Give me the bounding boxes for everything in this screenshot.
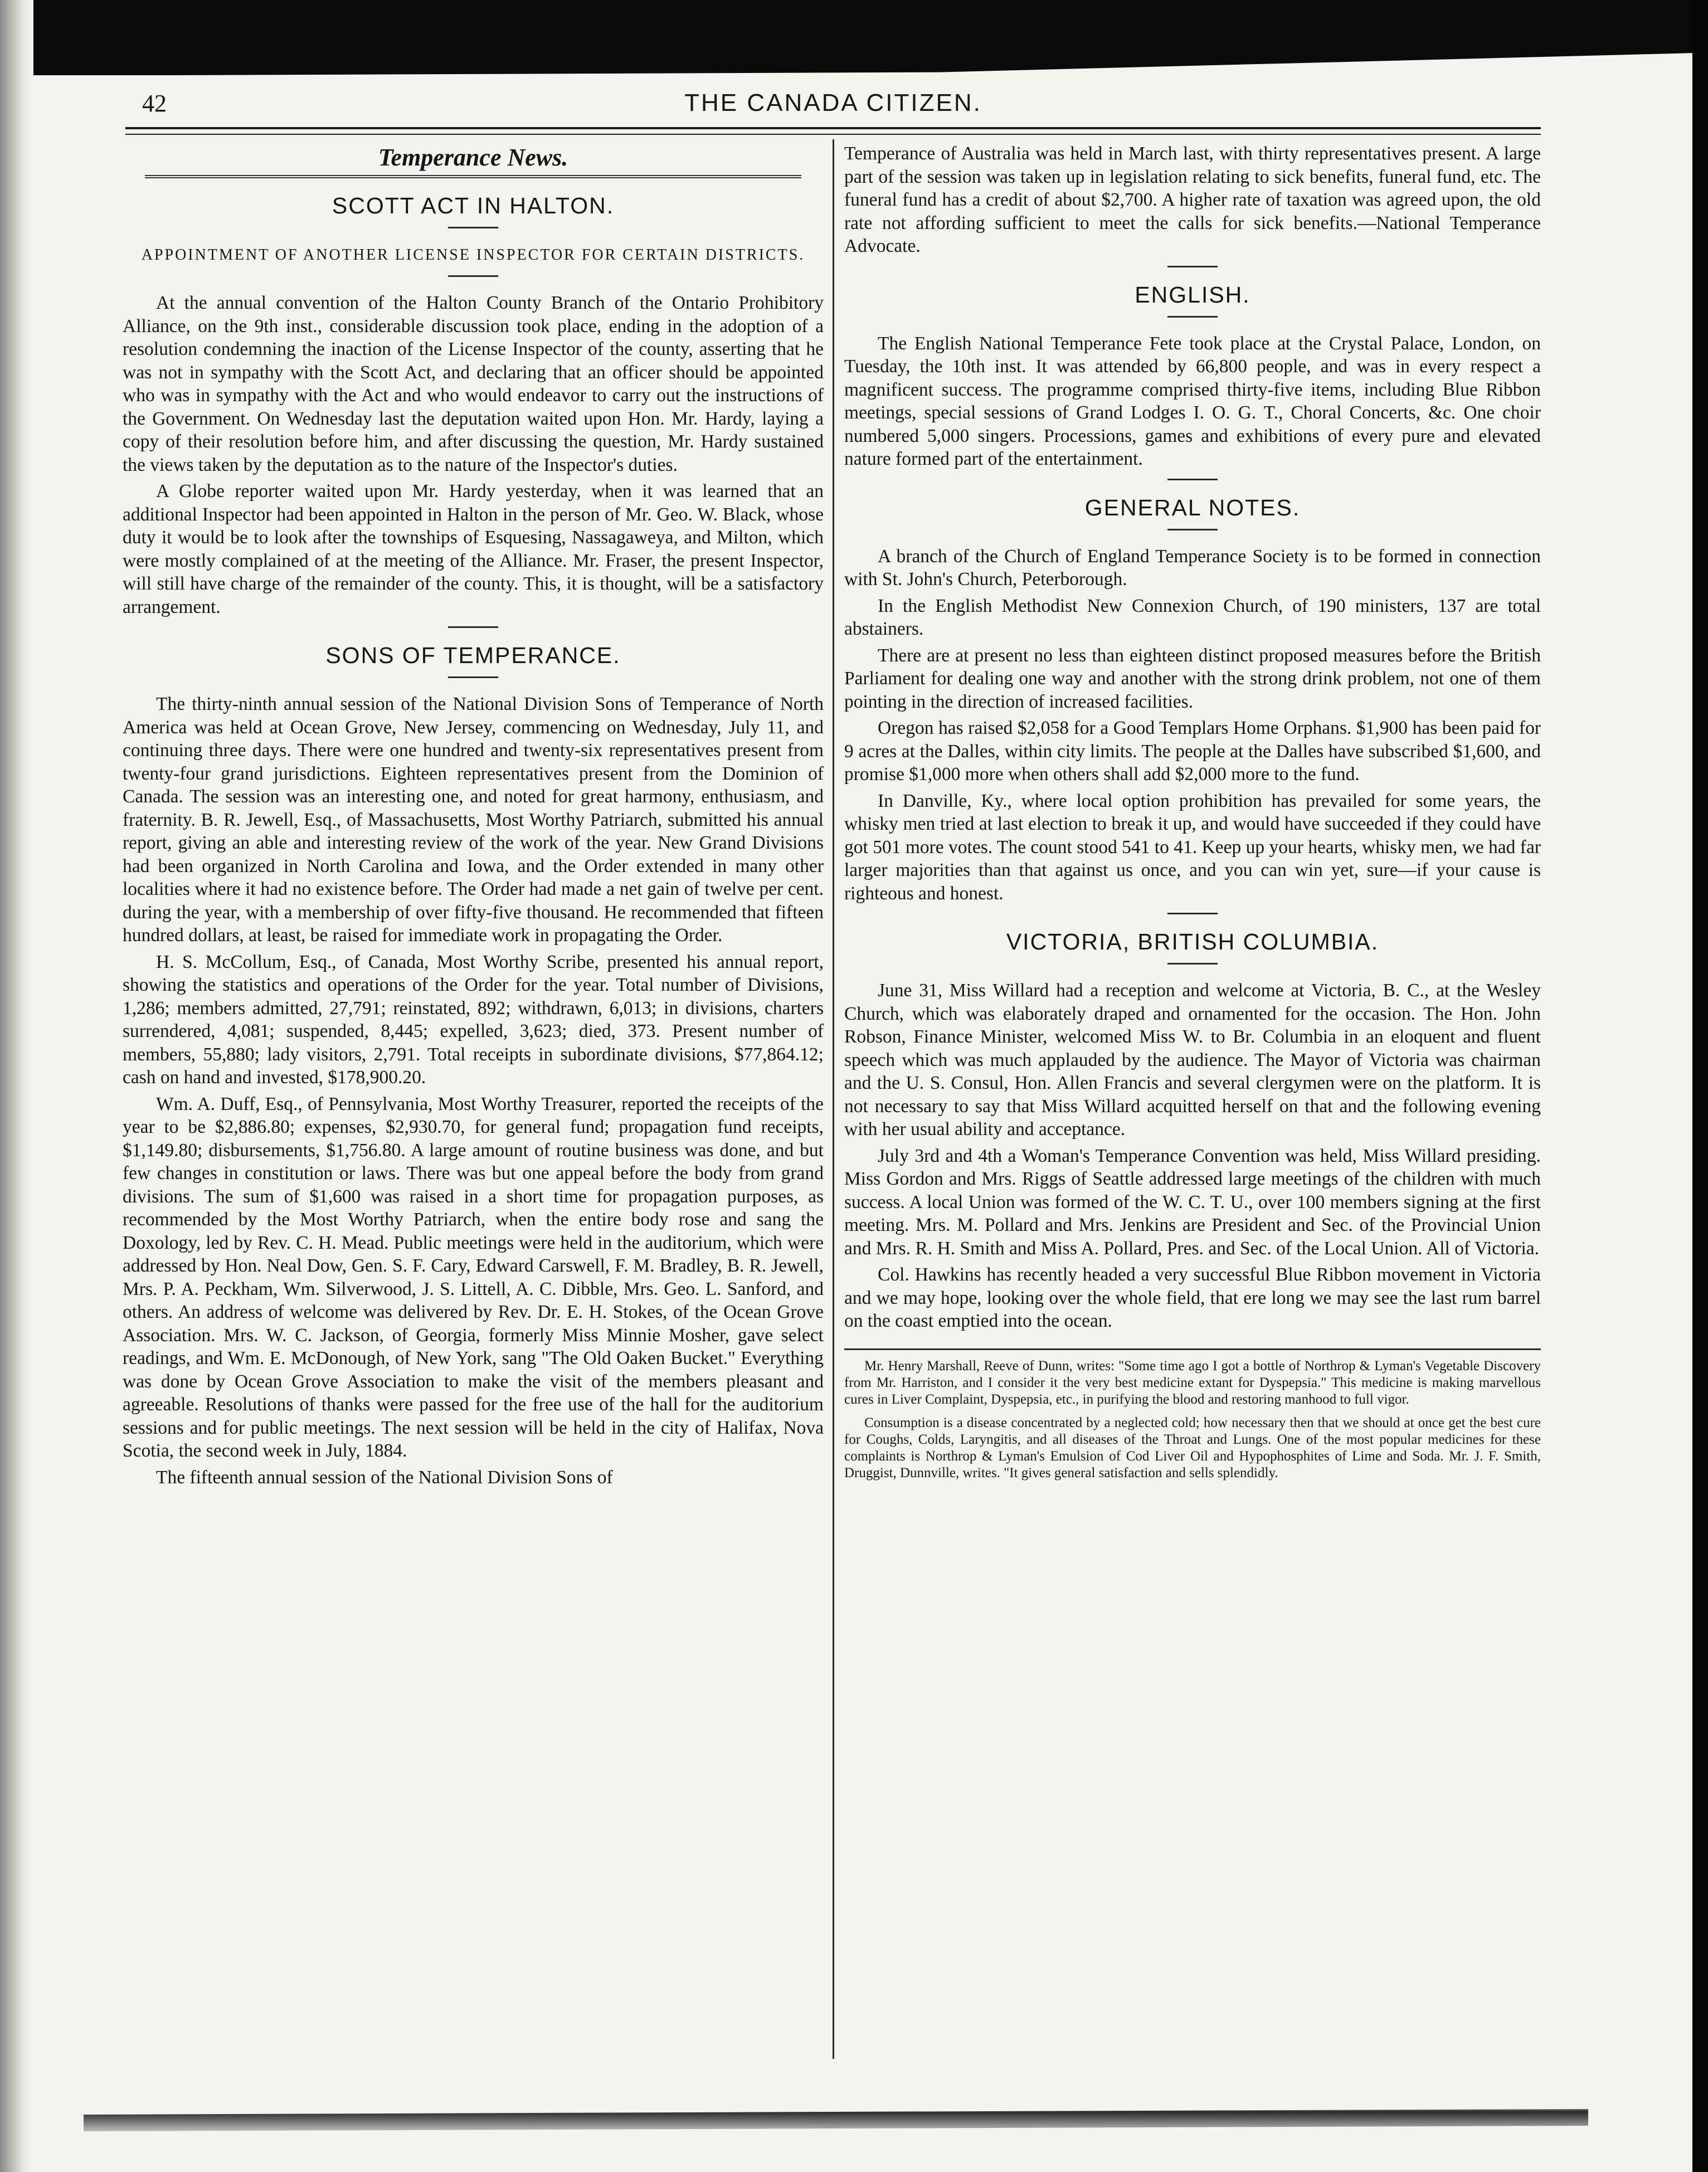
article-subheading: APPOINTMENT OF ANOTHER LICENSE INSPECTOR FOR CERTAIN DISTRICTS.: [141, 246, 805, 264]
running-title: THE CANADA CITIZEN.: [684, 89, 982, 116]
paragraph: A Globe reporter waited upon Mr. Hardy yesterday, when it was learned that an additional Inspector had been appointed in Halton in the person of Mr. Geo. W. Black, whose duty it would be to look after the townships of Esquesing, Nassagaweya, and Milton, which were mostly complained of at the meeting of the Alliance. Mr. Fraser, the present Inspector, will still have charge of the remainder of the county. This, it is thought, will be a satisfactory arrangement.: [123, 481, 824, 617]
paragraph: In Danville, Ky., where local option prohibition has prevailed for some years, the whisky men tried at last election to break it up, and would have succeeded if they could have got 501 more votes. The count stood 541 to 41. Keep up your hearts, whisky men, we had far larger majorities than that against us once, and you can win yet, sure—if your cause is righteous and honest.: [844, 790, 1541, 904]
dash-rule: [1167, 479, 1218, 480]
paragraph: The fifteenth annual session of the National Division Sons of: [156, 1467, 613, 1488]
article-heading-scott-act: SCOTT ACT IN HALTON.: [332, 193, 615, 218]
paragraph: A branch of the Church of England Temperance Society is to be formed in connection with St. John's Church, Peterborough.: [844, 546, 1541, 590]
paragraph: There are at present no less than eighteen distinct proposed measures before the British Parliament for dealing one way and another with the strong drink problem, not one of them pointing in the direction of increased facilities.: [844, 645, 1541, 712]
paragraph: In the English Methodist New Connexion Church, of 190 ministers, 137 are total abstainers.: [844, 595, 1541, 639]
scan-top-border: [0, 0, 1708, 75]
paragraph: Oregon has raised $2,058 for a Good Templars Home Orphans. $1,900 has been paid for 9 acres at the Dalles, within city limits. The people at the Dalles have subscribed $1,600, and promise $1,000 more when others shall add $2,000 more to the fund.: [844, 718, 1541, 785]
paragraph: Wm. A. Duff, Esq., of Pennsylvania, Most Worthy Treasurer, reported the receipts of the year to be $2,886.80; expenses, $2,930.70, for general fund; propagation fund receipts, $1,149.80; disbursements, $1,756.80. A large amount of routine business was done, and but few changes in constitution or laws. There was but one appeal before the body from grand divisions. The sum of $1,600 was raised in a short time for propagation purposes, as recommended by the Most Worthy Patriarch, when the entire body rose and sang the Doxology, led by Rev. C. H. Mead. Public meetings were held in the auditorium, which were addressed by Hon. Neal Dow, Gen. S. F. Cary, Edward Carswell, F. M. Bradley, B. R. Jewell, Mrs. P. A. Peckham, Wm. Silverwood, J. S. Littell, A. C. Dibble, Mrs. Geo. L. Sanford, and others. An address of welcome was delivered by Rev. Dr. E. H. Stokes, of the Ocean Grove Association. Mrs. W. C. Jackson, of Georgia, formerly Miss Minnie Mosher, gave select readings, and Wm. E. McDonough, of New York, sang "The Old Oaken Bucket." Everything was done by Ocean Grove Association to make the visit of the members pleasant and agreeable. Resolutions of thanks were passed for the free use of the hall for the auditorium sessions and for public meetings. The next session will be held in the city of Halifax, Nova Scotia, the second week in July, 1884.: [123, 1093, 824, 1461]
dash-rule: [448, 227, 498, 228]
page-header: [125, 89, 1541, 128]
paragraph: At the annual convention of the Halton County Branch of the Ontario Prohibitory Alliance, on the 9th inst., considerable discussion took place, ending in the adoption of a resolution condemning the inaction of the License Inspector of the county, asserting that he was not in sympathy with the Scott Act, and declaring that an officer should be appointed who was in sympathy with the Act and who would endeavor to carry out the instructions of the Government. On Wednesday last the deputation waited upon Hon. Mr. Hardy, laying a copy of their resolution before him, and after discussing the question, Mr. Hardy sustained the views taken by the deputation as to the nature of the Inspector's duties.: [123, 293, 824, 475]
page-number: 42: [142, 90, 167, 117]
dash-rule: [1167, 963, 1218, 965]
advert-paragraph: Consumption is a disease concentrated by a neglected cold; how necessary then that we should at once get the best cure for Coughs, Colds, Laryngitis, and all diseases of the Throat and Lungs. One of the most popular medicines for these complaints is Northrop & Lyman's Emulsion of Cod Liver Oil and Hypophosphites of Lime and Soda. Mr. J. F. Smith, Druggist, Dunnville, writes. "It gives general satisfaction and sells splendidly.: [844, 1415, 1541, 1481]
dash-rule: [448, 676, 498, 678]
scan-left-edge: [0, 0, 33, 2172]
scan-right-edge: [1692, 0, 1708, 2172]
paragraph: June 31, Miss Willard had a reception and welcome at Victoria, B. C., at the Wesley Church, which was elaborately draped and ornamented for the occasion. The Hon. John Robson, Finance Minister, welcomed Miss W. to Br. Columbia in an eloquent and fluent speech which was much applauded by the audience. The Mayor of Victoria was chairman and the U. S. Consul, Hon. Allen Francis and several clergymen were on the platform. It is not necessary to say that Miss Willard acquitted herself on that and the following evening with her usual ability and acceptance.: [844, 980, 1541, 1139]
paragraph-continued: Temperance of Australia was held in March last, with thirty representatives present. A large part of the session was taken up in legislation relating to sick benefits, funeral fund, etc. The funeral fund has a credit of about $2,700. A higher rate of taxation was agreed upon, the old rate not affording sufficient to meet the calls for sick benefits.—National Temperance Advocate.: [844, 143, 1541, 256]
section-title: Temperance News.: [378, 144, 568, 171]
header-rule: [125, 127, 1541, 129]
paragraph: July 3rd and 4th a Woman's Temperance Convention was held, Miss Willard presiding. Miss Gordon and Mrs. Riggs of Seattle addressed large meetings of the children with much success. A local Union was formed of the W. C. T. U., over 100 members signing at the first meeting. Mrs. M. Pollard and Mrs. Jenkins are President and Sec. of the Provincial Union and Mrs. R. H. Smith and Miss A. Pollard, Pres. and Sec. of the Local Union. All of Victoria.: [844, 1145, 1541, 1259]
dash-rule: [1167, 316, 1218, 318]
article-heading-general-notes: GENERAL NOTES.: [1084, 494, 1301, 520]
paragraph: The thirty-ninth annual session of the National Division Sons of Temperance of North America was held at Ocean Grove, New Jersey, commencing on Wednesday, July 11, and continuing three days. There were one hundred and twenty-six representatives present from twenty-four grand jurisdictions. Eighteen representatives present from the Dominion of Canada. The session was an interesting one, and noted for great harmony, enthusiasm, and fraternity. B. R. Jewell, Esq., of Massachusetts, Most Worthy Patriarch, submitted his annual report, giving an able and interesting review of the work of the year. New Grand Divisions had been organized in North Carolina and Iowa, and the Order extended in many other localities where it had no existence before. The Order had made a net gain of twelve per cent. during the year, with a membership of over fifty-five thousand. He recommended that fifteen hundred dollars, at least, be raised for immediate work in propagating the Order.: [123, 694, 824, 946]
advert-paragraph: Mr. Henry Marshall, Reeve of Dunn, writes: "Some time ago I got a bottle of Northrop & Lyman's Vegetable Discovery from Mr. Harriston, and I consider it the very best medicine extant for Dyspepsia." This medicine is making marvellous cures in Liver Complaint, Dyspepsia, etc., in purifying the blood and restoring manhood to full vigor.: [844, 1358, 1541, 1407]
advertisements: [844, 1358, 1541, 1482]
paragraph: Col. Hawkins has recently headed a very successful Blue Ribbon movement in Victoria and we may hope, looking over the whole field, that ere long we may see the last rum barrel on the coast emptied into the ocean.: [844, 1264, 1541, 1331]
right-column: [844, 142, 1541, 1488]
column-divider: [833, 139, 834, 2059]
dash-rule: [1167, 529, 1218, 530]
dash-rule: [448, 275, 498, 277]
dash-rule: [1167, 913, 1218, 914]
title-rule: [145, 175, 801, 178]
header-rule-thin: [125, 134, 1541, 135]
paragraph: The English National Temperance Fete took place at the Crystal Palace, London, on Tuesday, the 10th inst. It was attended by 66,800 people, and was in every respect a magnificent success. The programme comprised thirty-five items, including Blue Ribbon meetings, special sessions of Grand Lodges I. O. G. T., Choral Concerts, &c. One choir numbered 5,000 singers. Processions, games and exhibitions of every pure and elevated nature formed part of the entertainment.: [844, 333, 1541, 469]
advert-rule: [844, 1348, 1541, 1350]
scan-bottom-artifact: [84, 2103, 1588, 2131]
article-heading-victoria: VICTORIA, BRITISH COLUMBIA.: [1006, 929, 1379, 954]
article-heading-sons: SONS OF TEMPERANCE.: [325, 642, 621, 668]
article-heading-english: ENGLISH.: [1135, 281, 1250, 308]
paragraph: H. S. McCollum, Esq., of Canada, Most Worthy Scribe, presented his annual report, showing the statistics and operations of the Order for the year. Total number of Divisions, 1,286; members admitted, 27,791; reinstated, 892; withdrawn, 6,013; in divisions, charters surrendered, 4,081; suspended, 8,445; expelled, 3,623; died, 373. Present number of members, 55,880; lady visitors, 2,791. Total receipts in subordinate divisions, $77,864.12; cash on hand and invested, $178,900.20.: [123, 951, 824, 1088]
dash-rule: [1167, 266, 1218, 267]
left-column: [123, 142, 824, 1492]
dash-rule: [448, 626, 498, 628]
